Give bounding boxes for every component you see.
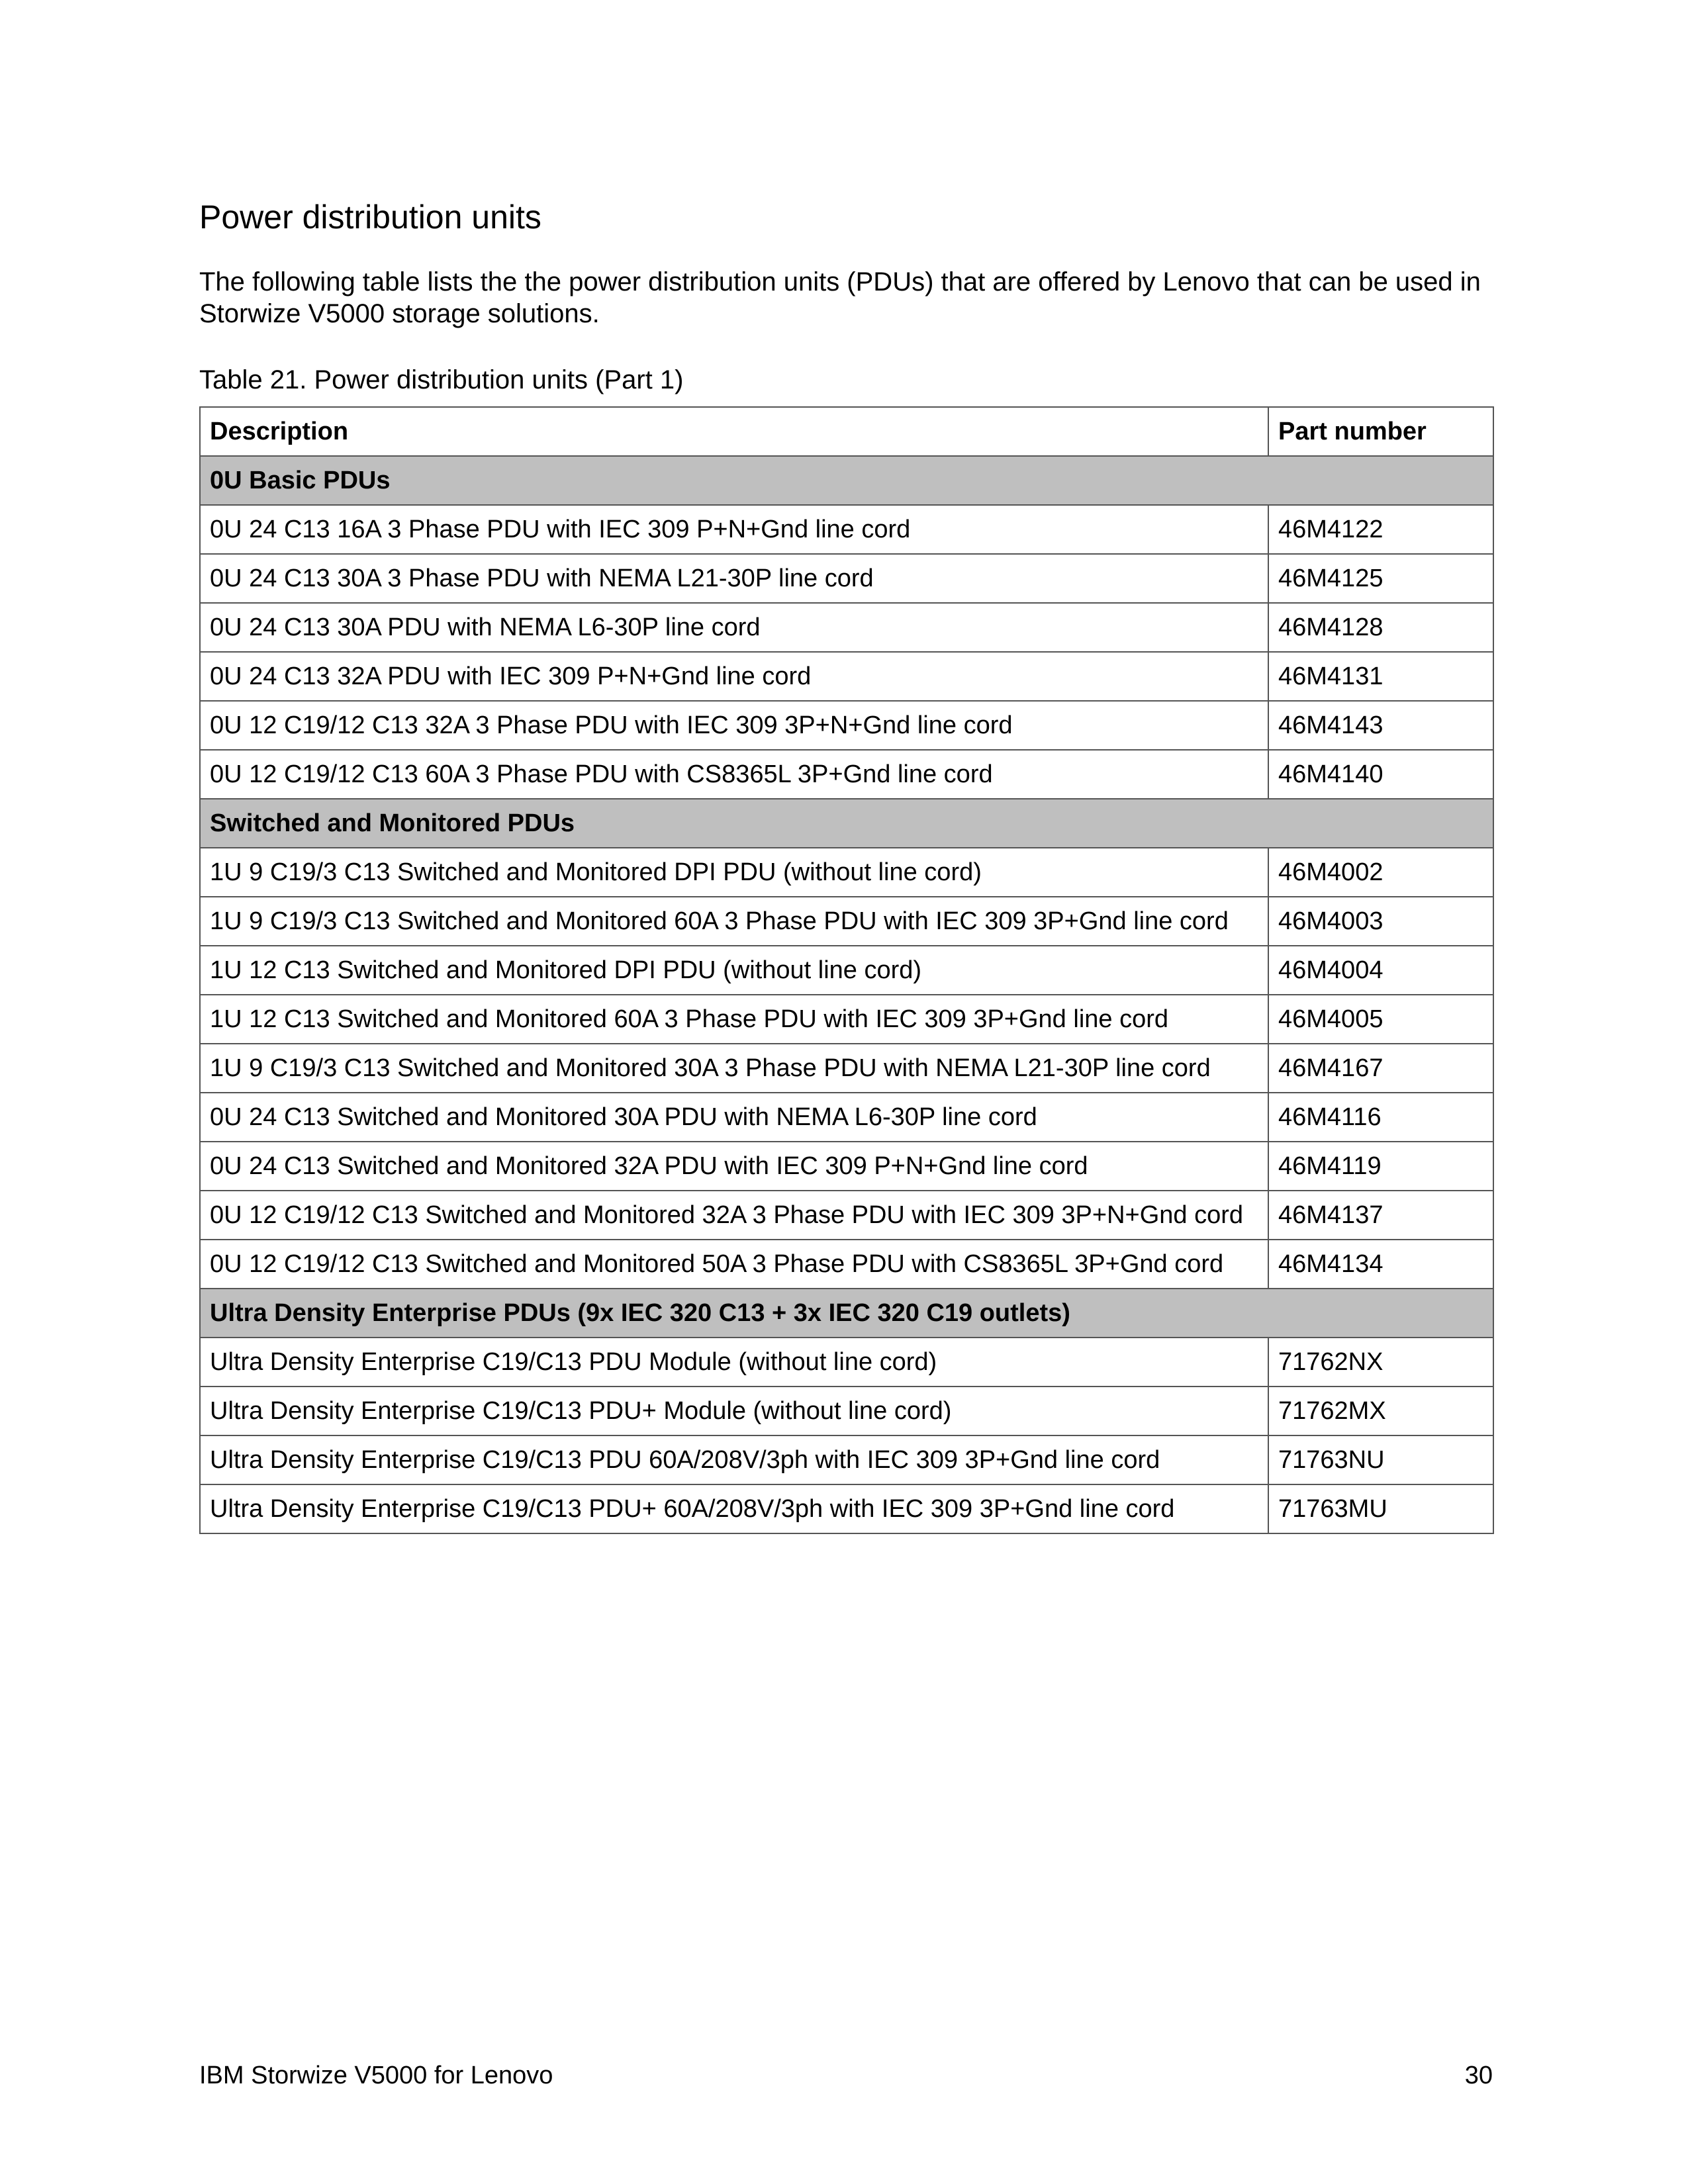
- description-cell: 0U 24 C13 30A 3 Phase PDU with NEMA L21-30P line cord: [200, 554, 1268, 603]
- group-title: Ultra Density Enterprise PDUs (9x IEC 320 C13 + 3x IEC 320 C19 outlets): [200, 1289, 1493, 1338]
- pdu-table: [199, 406, 1494, 1534]
- table-row: [200, 1387, 1493, 1435]
- part-number-cell: 71762MX: [1268, 1387, 1493, 1435]
- part-number-cell: 71762NX: [1268, 1338, 1493, 1387]
- table-row: [200, 750, 1493, 799]
- table-row: [200, 1240, 1493, 1289]
- group-title: Switched and Monitored PDUs: [200, 799, 1493, 848]
- part-number-cell: 46M4128: [1268, 603, 1493, 652]
- description-cell: 1U 9 C19/3 C13 Switched and Monitored DPI PDU (without line cord): [200, 848, 1268, 897]
- footer-document-title: IBM Storwize V5000 for Lenovo: [199, 2062, 553, 2089]
- table-row: [200, 1093, 1493, 1142]
- table-row: [200, 1338, 1493, 1387]
- table-row: [200, 946, 1493, 995]
- description-cell: 0U 12 C19/12 C13 32A 3 Phase PDU with IEC 309 3P+N+Gnd line cord: [200, 701, 1268, 750]
- part-number-cell: 46M4122: [1268, 505, 1493, 554]
- table-row: [200, 995, 1493, 1044]
- description-cell: Ultra Density Enterprise C19/C13 PDU+ 60A/208V/3ph with IEC 309 3P+Gnd line cord: [200, 1484, 1268, 1533]
- table-row: [200, 1484, 1493, 1533]
- table-row: [200, 1044, 1493, 1093]
- footer-page-number: 30: [1464, 2062, 1493, 2089]
- table-row: [200, 897, 1493, 946]
- part-number-cell: 46M4137: [1268, 1191, 1493, 1240]
- table-row: [200, 652, 1493, 701]
- part-number-cell: 46M4003: [1268, 897, 1493, 946]
- table-body: [200, 456, 1493, 1533]
- description-cell: 1U 9 C19/3 C13 Switched and Monitored 30A 3 Phase PDU with NEMA L21-30P line cord: [200, 1044, 1268, 1093]
- part-number-cell: 46M4167: [1268, 1044, 1493, 1093]
- table-row: [200, 848, 1493, 897]
- table-row: [200, 505, 1493, 554]
- part-number-cell: 71763NU: [1268, 1435, 1493, 1484]
- description-cell: 0U 12 C19/12 C13 Switched and Monitored 50A 3 Phase PDU with CS8365L 3P+Gnd cord: [200, 1240, 1268, 1289]
- description-cell: 0U 24 C13 32A PDU with IEC 309 P+N+Gnd line cord: [200, 652, 1268, 701]
- description-cell: 1U 12 C13 Switched and Monitored 60A 3 Phase PDU with IEC 309 3P+Gnd line cord: [200, 995, 1268, 1044]
- description-cell: Ultra Density Enterprise C19/C13 PDU Module (without line cord): [200, 1338, 1268, 1387]
- table-row: [200, 1435, 1493, 1484]
- table-group-row: [200, 799, 1493, 848]
- part-number-cell: 46M4116: [1268, 1093, 1493, 1142]
- part-number-cell: 46M4131: [1268, 652, 1493, 701]
- description-cell: Ultra Density Enterprise C19/C13 PDU 60A/208V/3ph with IEC 309 3P+Gnd line cord: [200, 1435, 1268, 1484]
- description-cell: 0U 24 C13 30A PDU with NEMA L6-30P line cord: [200, 603, 1268, 652]
- part-number-cell: 46M4143: [1268, 701, 1493, 750]
- column-header-description: Description: [200, 407, 1268, 456]
- description-cell: 0U 12 C19/12 C13 60A 3 Phase PDU with CS8365L 3P+Gnd line cord: [200, 750, 1268, 799]
- part-number-cell: 46M4119: [1268, 1142, 1493, 1191]
- intro-paragraph: The following table lists the the power distribution units (PDUs) that are offered by Lenovo that can be used in Storwize V5000 storage solutions.: [199, 267, 1481, 328]
- part-number-cell: 46M4140: [1268, 750, 1493, 799]
- description-cell: 0U 24 C13 Switched and Monitored 30A PDU with NEMA L6-30P line cord: [200, 1093, 1268, 1142]
- description-cell: 1U 9 C19/3 C13 Switched and Monitored 60A 3 Phase PDU with IEC 309 3P+Gnd line cord: [200, 897, 1268, 946]
- table-group-row: [200, 1289, 1493, 1338]
- table-row: [200, 1142, 1493, 1191]
- part-number-cell: 46M4125: [1268, 554, 1493, 603]
- group-title: 0U Basic PDUs: [200, 456, 1493, 505]
- description-cell: Ultra Density Enterprise C19/C13 PDU+ Module (without line cord): [200, 1387, 1268, 1435]
- description-cell: 0U 24 C13 Switched and Monitored 32A PDU with IEC 309 P+N+Gnd line cord: [200, 1142, 1268, 1191]
- table-header-row: [200, 407, 1493, 456]
- description-cell: 0U 24 C13 16A 3 Phase PDU with IEC 309 P+N+Gnd line cord: [200, 505, 1268, 554]
- part-number-cell: 71763MU: [1268, 1484, 1493, 1533]
- table-caption: Table 21. Power distribution units (Part 1): [199, 365, 684, 394]
- table-group-row: [200, 456, 1493, 505]
- description-cell: 1U 12 C13 Switched and Monitored DPI PDU (without line cord): [200, 946, 1268, 995]
- part-number-cell: 46M4005: [1268, 995, 1493, 1044]
- table-row: [200, 554, 1493, 603]
- part-number-cell: 46M4002: [1268, 848, 1493, 897]
- column-header-part-number: Part number: [1268, 407, 1493, 456]
- description-cell: 0U 12 C19/12 C13 Switched and Monitored 32A 3 Phase PDU with IEC 309 3P+N+Gnd cord: [200, 1191, 1268, 1240]
- part-number-cell: 46M4004: [1268, 946, 1493, 995]
- table-row: [200, 1191, 1493, 1240]
- table-row: [200, 603, 1493, 652]
- section-heading: Power distribution units: [199, 199, 541, 236]
- part-number-cell: 46M4134: [1268, 1240, 1493, 1289]
- table-row: [200, 701, 1493, 750]
